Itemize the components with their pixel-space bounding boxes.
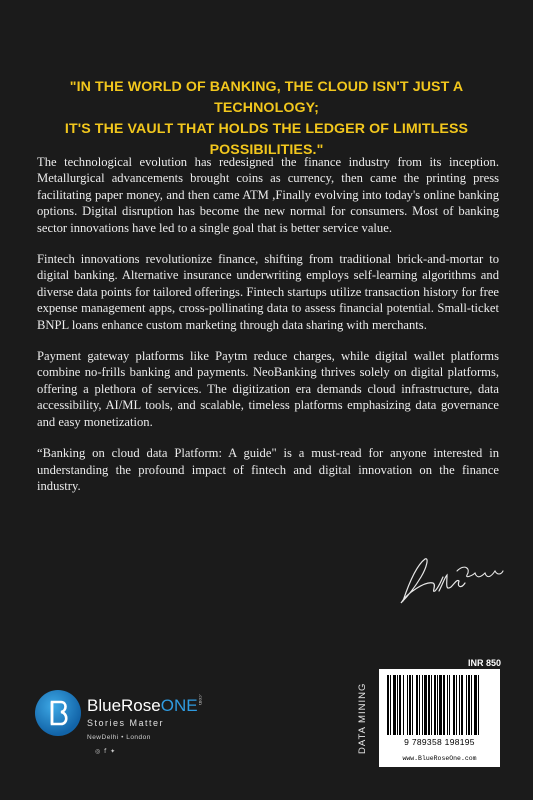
blurb-paragraph-4: “Banking on cloud data Platform: A guide" is a must-read for anyone interested in understanding the profound impact of fintech and digital innovation on the finance industry. xyxy=(37,446,499,493)
quote-line-1: "IN THE WORLD OF BANKING, THE CLOUD ISN'T JUST A TECHNOLOGY; xyxy=(69,79,464,116)
blurb-paragraph-3: Payment gateway platforms like Paytm reduce charges, while digital wallet platforms combine no-frills banking and payments. NeoBanking thrives solely on digital platforms, offering a plethora of services. The digitization era demands cloud infrastructure, data accessibility, AI/ML tools, and scalable, timeless platforms emphasizing data governance and easy monetization. xyxy=(37,349,499,429)
social-icons: ◎ f ✦ xyxy=(95,748,117,755)
publisher-block xyxy=(35,690,205,770)
pull-quote xyxy=(30,77,503,161)
brand-main: BlueRose xyxy=(87,696,161,715)
barcode-bars xyxy=(385,675,494,735)
isbn-barcode xyxy=(379,669,500,767)
genre-label: DATA MINING xyxy=(357,682,368,754)
brand-com: .com xyxy=(197,694,203,705)
price-label: INR 850 xyxy=(468,658,502,668)
publisher-tagline: Stories Matter xyxy=(87,718,165,728)
blurb-paragraph-2: Fintech innovations revolutionize finance, shifting from traditional brick-and-mortar to digital banking. Alternative insurance underwriting employs self-learning algorithms and diverse data points for tailored offerings. Fintech startups utilize transaction history for free expense management apps, cross-pollinating data to assess financial potential. Small-ticket BNPL loans enhance custom marketing through data sharing with merchants. xyxy=(37,252,499,332)
quote-line-2: IT'S THE VAULT THAT HOLDS THE LEDGER OF LIMITLESS POSSIBILITIES." xyxy=(64,121,469,158)
brand-accent: ONE xyxy=(160,696,198,715)
publisher-locations: NewDelhi • London xyxy=(87,734,151,741)
publisher-logo xyxy=(35,690,81,736)
blurb-paragraph-1: The technological evolution has redesigned the finance industry from its inception. Metallurgical advancements brought coins as currency, then came the printing press facilitating paper money, and then came ATM ,Finally evolving into today's online banking options. Digital disruption has become the new normal for consumers. Most of banking sector innovations have led to a single goal that is better service value. xyxy=(37,155,499,235)
book-b-icon xyxy=(35,690,81,736)
author-signature xyxy=(395,553,505,613)
isbn-number: 9 789358 198195 xyxy=(404,737,475,747)
blurb xyxy=(37,154,499,509)
publisher-url: www.BlueRoseOne.com xyxy=(402,755,477,762)
publisher-brand xyxy=(87,696,198,716)
